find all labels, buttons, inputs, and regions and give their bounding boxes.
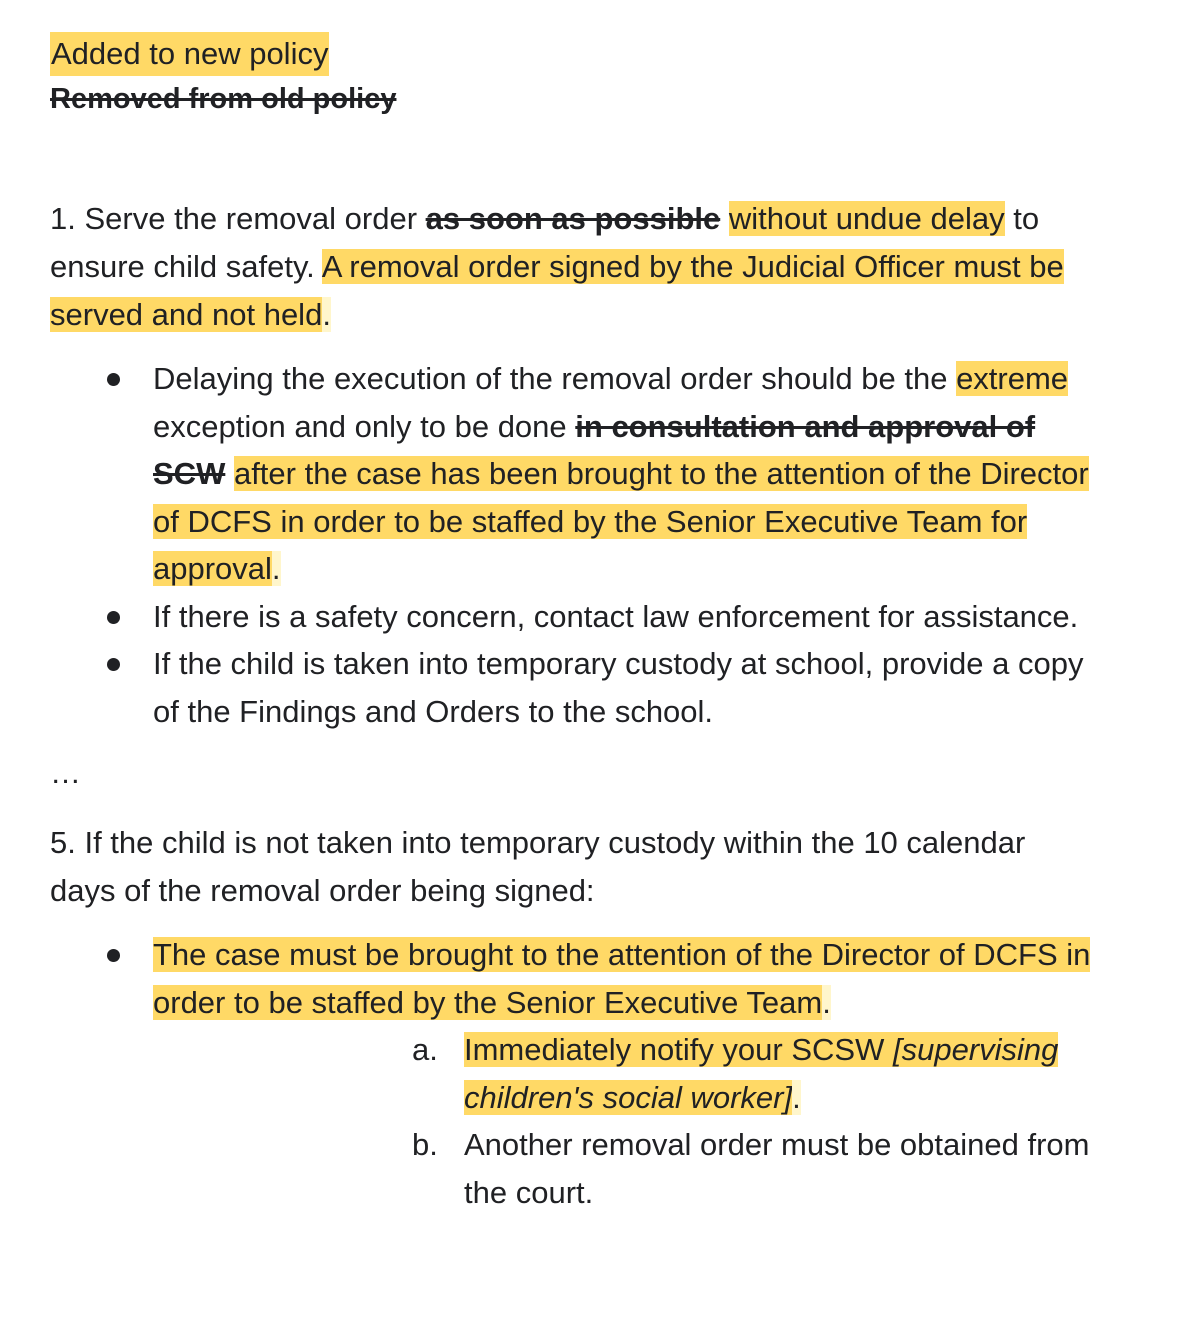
text: If the child is not taken into temporary custody within the 10 calendar days of the removal order being signed: — [50, 825, 1026, 908]
ellipsis: … — [50, 755, 81, 790]
text: Delaying the execution of the removal order should be the — [153, 361, 957, 396]
added-text: A removal order signed by the Judicial Officer must be served and not held — [50, 249, 1064, 332]
text: . — [271, 551, 281, 586]
bullet-icon — [107, 611, 120, 624]
added-text: Immediately notify your SCSW — [464, 1032, 893, 1067]
text — [225, 456, 234, 491]
added-text: The case must be brought to the attention of the Director of DCFS in order to be staffed by the Senior Executive Team — [153, 937, 1091, 1020]
text: . — [792, 1079, 801, 1115]
list-item — [50, 931, 1093, 1026]
item-5-subitems — [50, 1026, 1150, 1216]
text: Another removal order must be obtained from the court. — [464, 1127, 1090, 1210]
item-number: 1. — [50, 201, 76, 236]
added-text: [supervising children's social worker] — [464, 1032, 1059, 1115]
legend-removed: Removed from old policy — [50, 83, 397, 115]
text: If the child is taken into temporary custody at school, provide a copy of the Findings and Orders to the school. — [153, 646, 1084, 729]
removed-text: in consultation and approval of SCW — [153, 408, 1036, 491]
text: to ensure child safety. — [50, 201, 1040, 284]
text: . — [322, 297, 331, 332]
item-5-bullets — [50, 931, 1150, 1026]
bullet-icon — [107, 658, 120, 671]
added-text: without undue delay — [728, 201, 1005, 236]
policy-item-1 — [50, 195, 1090, 339]
text: . — [822, 984, 831, 1020]
text — [720, 201, 729, 236]
legend — [50, 32, 1150, 119]
policy-item-5 — [50, 819, 1090, 915]
added-text: extreme — [956, 361, 1069, 396]
list-item — [50, 355, 1093, 593]
list-item — [50, 640, 1093, 735]
bullet-icon — [107, 949, 120, 962]
text: If there is a safety concern, contact law enforcement for assistance. — [153, 598, 1079, 634]
policy-document — [50, 32, 1150, 1216]
list-marker: b. — [412, 1127, 438, 1162]
item-number: 5. — [50, 825, 76, 860]
added-text: after the case has been brought to the attention of the Director of DCFS in order to be staffed by the Senior Executive Team for approval — [153, 456, 1089, 586]
removed-text: as soon as possible — [425, 201, 721, 236]
text: Serve the removal order — [75, 201, 426, 236]
list-item — [50, 593, 1093, 641]
list-marker: a. — [412, 1032, 438, 1067]
text: exception and only to be done — [153, 408, 576, 444]
legend-added: Added to new policy — [50, 32, 329, 76]
item-1-bullets — [50, 355, 1150, 735]
bullet-icon — [107, 373, 120, 386]
list-item — [50, 1026, 1104, 1121]
list-item — [50, 1121, 1104, 1216]
